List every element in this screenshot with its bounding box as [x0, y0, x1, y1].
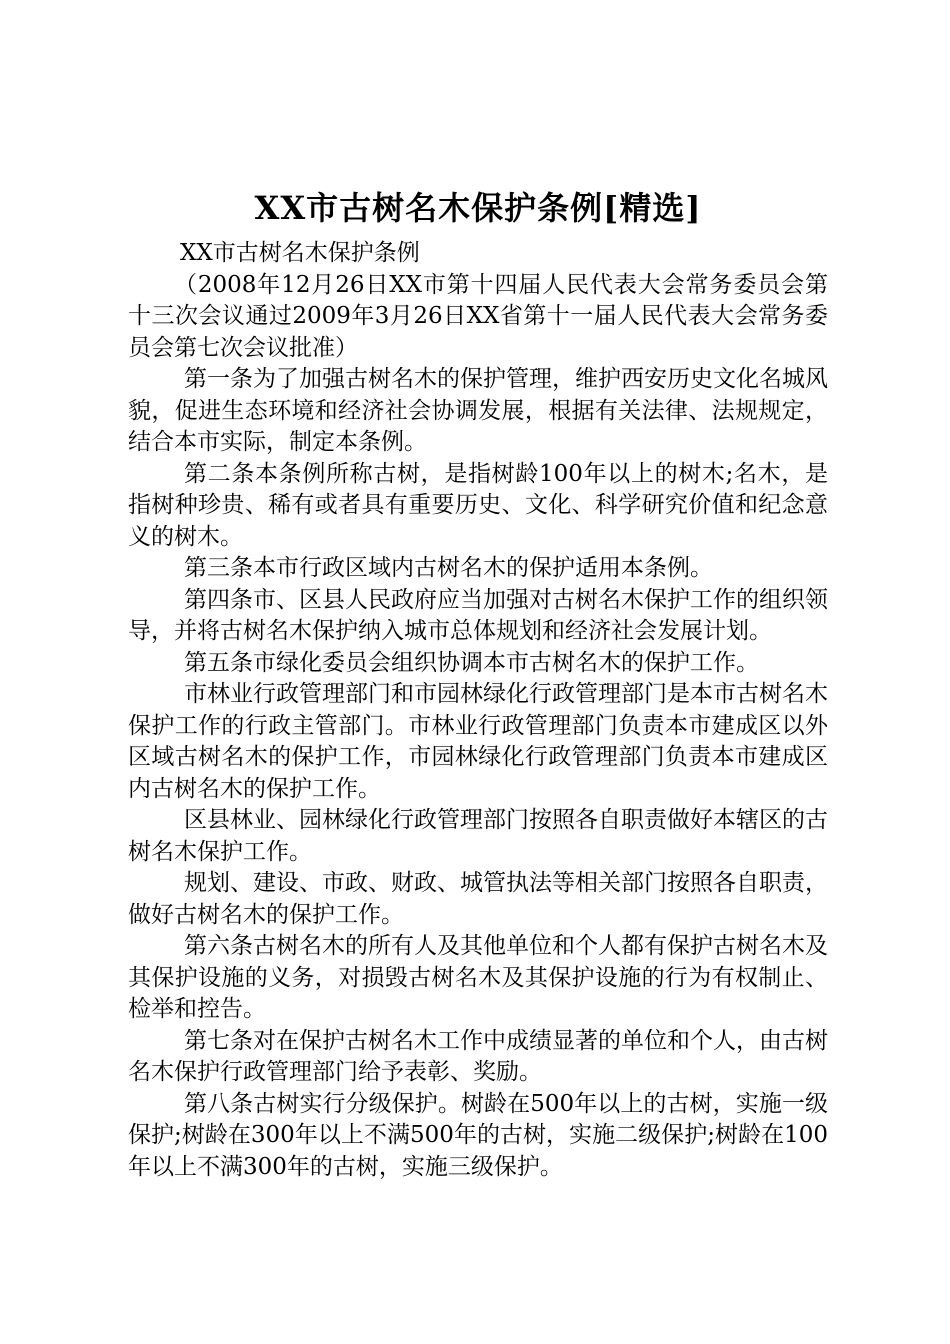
document-page	[128, 186, 828, 1183]
paragraph-article-4: 第四条市、区县人民政府应当加强对古树名木保护工作的组织领导，并将古树名木保护纳入城市总体规划和经济社会发展计划。	[128, 586, 828, 644]
paragraph-article-5-forestry: 市林业行政管理部门和市园林绿化行政管理部门是本市古树名木保护工作的行政主管部门。市林业行政管理部门负责本市建成区以外区域古树名木的保护工作，市园林绿化行政管理部门负责本市建成区内古树名木的保护工作。	[128, 681, 828, 802]
paragraph-article-6: 第六条古树名木的所有人及其他单位和个人都有保护古树名木及其保护设施的义务，对损毁古树名木及其保护设施的行为有权制止、检举和控告。	[128, 933, 828, 1022]
paragraph-article-7: 第七条对在保护古树名木工作中成绩显著的单位和个人，由古树名木保护行政管理部门给予表彰、奖励。	[128, 1027, 828, 1085]
paragraph-subtitle: XX市古树名木保护条例	[180, 240, 420, 266]
paragraph-article-5-departments: 规划、建设、市政、财政、城管执法等相关部门按照各自职责，做好古树名木的保护工作。	[128, 870, 828, 928]
paragraph-adoption-note: （2008年12月26日XX市第十四届人民代表大会常务委员会第十三次会议通过2009年3月26日XX省第十一届人民代表大会常务委员会第七次会议批准）	[128, 271, 828, 361]
document-title: XX市古树名木保护条例[精选]	[254, 189, 702, 227]
paragraph-article-8: 第八条古树实行分级保护。树龄在500年以上的古树，实施一级保护;树龄在300年以上不满500年的古树，实施二级保护;树龄在100年以上不满300年的古树，实施三级保护。	[128, 1090, 828, 1180]
paragraph-article-3: 第三条本市行政区域内古树名木的保护适用本条例。	[184, 555, 713, 581]
paragraph-article-2: 第二条本条例所称古树，是指树龄100年以上的树木;名木，是指树种珍贵、稀有或者具有重要历史、文化、科学研究价值和纪念意义的树木。	[128, 460, 828, 550]
paragraph-article-5-district: 区县林业、园林绿化行政管理部门按照各自职责做好本辖区的古树名木保护工作。	[128, 807, 828, 865]
paragraph-article-5: 第五条市绿化委员会组织协调本市古树名木的保护工作。	[184, 649, 759, 676]
paragraph-article-1: 第一条为了加强古树名木的保护管理，维护西安历史文化名城风貌，促进生态环境和经济社会协调发展，根据有关法律、法规规定，结合本市实际，制定本条例。	[128, 366, 828, 455]
